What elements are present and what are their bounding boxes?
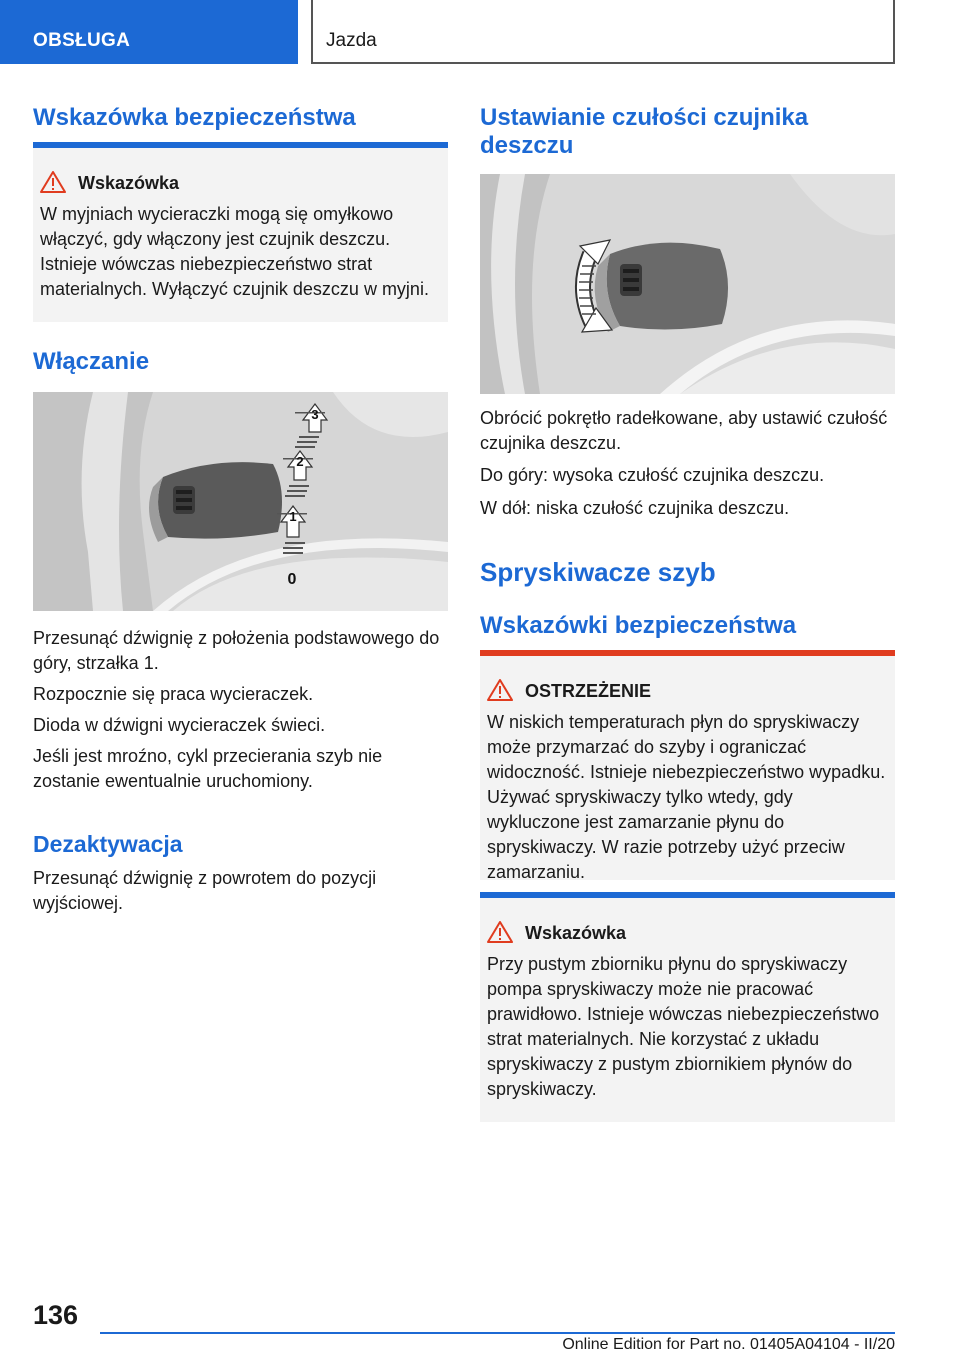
edition-note: Online Edition for Part no. 01405A04104 - II/20 [562,1336,895,1353]
warning-triangle-icon [487,920,513,944]
sensitivity-paragraph-1: Obrócić pokrętło radełkowane, aby ustawić czułość czujnika deszczu. [480,408,888,453]
washer-safety-heading: Wskazówki bezpieczeństwa [480,612,797,639]
chapter-tab [311,0,895,64]
on-paragraph-4: Jeśli jest mroźno, cykl przecierania szyb nie zostanie ewentualnie uruchomiony. [33,746,383,791]
page-number: 136 [33,1300,79,1330]
notice-bar [33,142,448,148]
warning-bar [480,650,895,656]
sensitivity-paragraph-3: W dół: niska czułość czujnika deszczu. [480,498,790,518]
arrow-label-1: 1 [289,509,297,524]
warning-text: W niskich temperaturach płyn do spryskiwaczy może przymarzać do szyby i ograniczać widoczność. Istnieje niebezpieczeństwo wypadku. Używać spryskiwaczy tylko wtedy, gdy wykluczone jest zamarzanie płynu do spryskiwaczy. W razie potrzeby użyć przeciw zamarzaniu. [487,712,886,882]
arrow-label-3: 3 [311,407,319,422]
notice-bar [480,892,895,898]
notice-title: Wskazówka [525,923,627,943]
on-paragraph-3: Dioda w dźwigni wycieraczek świeci. [33,715,326,735]
warning-box [480,650,895,880]
section-label: OBSŁUGA [33,30,131,51]
washer-heading: Spryskiwacze szyb [480,557,716,587]
off-paragraph-1: Przesunąć dźwignię z powrotem do pozycji wyjściowej. [33,868,377,913]
notice-text: Przy pustym zbiorniku płynu do spryskiwaczy pompa spryskiwaczy może nie pracować prawidłowo. Istnieje wówczas niebezpieczeństwo strat materialnych. Nie korzystać z układu spryskiwaczy z pustym zbiornikiem płynów do spryskiwaczy. [487,954,880,1099]
sensitivity-heading-line1: Ustawianie czułości czujnika [480,104,809,131]
sensitivity-heading [480,104,895,160]
on-heading: Włączanie [33,348,150,375]
wiper-lever-figure [33,392,448,611]
warning-triangle-icon [487,678,513,702]
footer-rule [100,1332,895,1334]
sensitivity-heading-line2: deszczu [480,132,574,159]
chapter-label: Jazda [326,30,377,51]
on-paragraph-2: Rozpocznie się praca wycieraczek. [33,684,314,704]
sensitivity-paragraph-2: Do góry: wysoka czułość czujnika deszczu. [480,465,825,485]
notice-title: Wskazówka [78,173,180,193]
arrow-label-2: 2 [296,454,304,469]
notice-box-2 [480,892,895,1122]
position-label-0: 0 [287,571,297,588]
safety-heading: Wskazówka bezpieczeństwa [33,104,356,131]
off-heading: Dezaktywacja [33,831,183,857]
on-paragraph-1: Przesunąć dźwignię z położenia podstawowego do góry, strzałka 1. [33,628,440,673]
warning-triangle-icon [40,170,66,194]
knurled-wheel-figure [480,174,895,394]
notice-box-1 [33,142,448,322]
warning-title: OSTRZEŻENIE [525,681,652,701]
section-tab [0,0,298,64]
notice-text: W myjniach wycieraczki mogą się omyłkowo włączyć, gdy włączony jest czujnik deszczu. Istnieje wówczas niebezpieczeństwo strat materialnych. Wyłączyć czujnik deszczu w myjni. [40,204,429,299]
